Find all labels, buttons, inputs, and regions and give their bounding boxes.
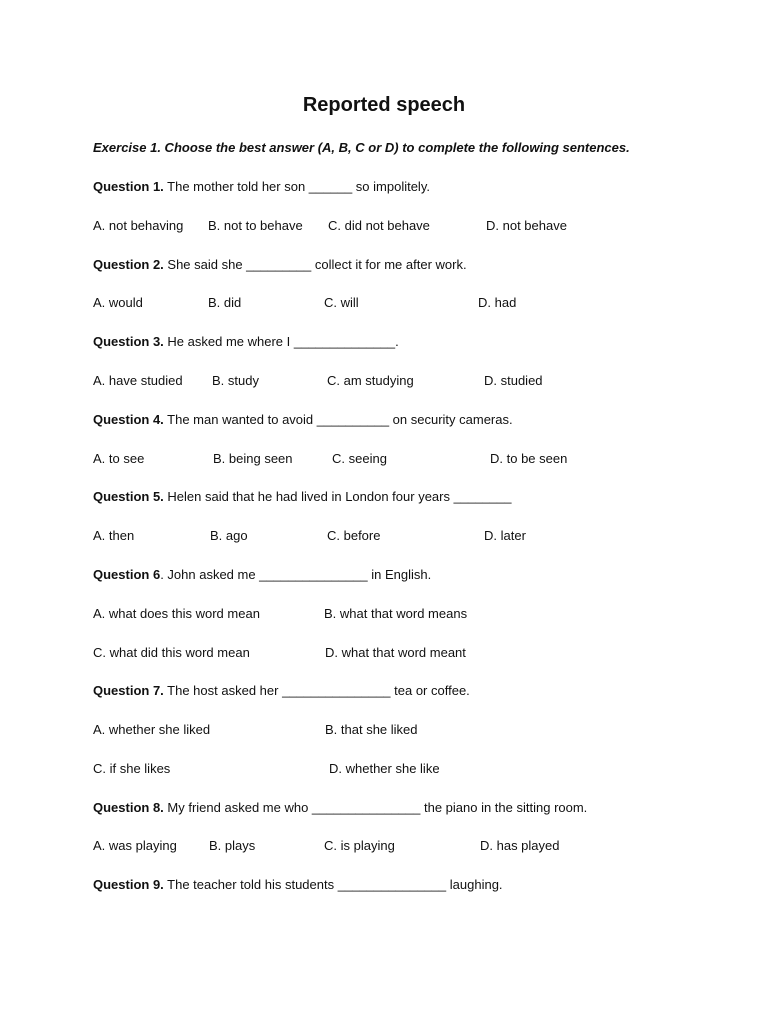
question-7-option-b: B. that she liked	[325, 722, 418, 737]
question-label: Question 2.	[93, 257, 164, 272]
question-4-option-d: D. to be seen	[490, 451, 568, 466]
question-3-option-d: D. studied	[484, 373, 543, 388]
question-9	[93, 877, 503, 893]
question-6-option-c: C. what did this word mean	[93, 645, 250, 660]
question-1-option-b: B. not to behave	[208, 218, 303, 233]
question-5	[93, 489, 511, 505]
question-8-option-d: D. has played	[480, 838, 560, 853]
exercise-instruction: Exercise 1. Choose the best answer (A, B, C or D) to complete the following sentences.	[93, 140, 630, 155]
question-text: She said she _________ collect it for me after work.	[163, 257, 467, 272]
question-4-option-c: C. seeing	[332, 451, 387, 466]
question-text: . John asked me _______________ in English.	[160, 567, 432, 582]
question-1-option-d: D. not behave	[486, 218, 567, 233]
question-label: Question 7.	[93, 683, 164, 698]
question-3-option-b: B. study	[212, 373, 259, 388]
question-2-option-c: C. will	[324, 295, 359, 310]
question-label: Question 3.	[93, 334, 164, 349]
question-8-option-c: C. is playing	[324, 838, 395, 853]
question-4-option-a: A. to see	[93, 451, 145, 466]
question-7-option-c: C. if she likes	[93, 761, 171, 776]
question-5-option-c: C. before	[327, 528, 381, 543]
question-4	[93, 412, 513, 428]
question-7	[93, 683, 470, 699]
question-7-option-a: A. whether she liked	[93, 722, 211, 737]
question-7-option-d: D. whether she like	[329, 761, 440, 776]
question-label: Question 1.	[93, 179, 164, 194]
question-2-option-b: B. did	[208, 295, 242, 310]
question-2-option-d: D. had	[478, 295, 517, 310]
question-3-option-a: A. have studied	[93, 373, 183, 388]
question-1	[93, 179, 430, 195]
question-8-option-a: A. was playing	[93, 838, 177, 853]
question-text: He asked me where I ______________.	[163, 334, 399, 349]
question-label: Question 4.	[93, 412, 164, 427]
question-text: The mother told her son ______ so impolitely.	[163, 179, 430, 194]
question-text: My friend asked me who _______________ the piano in the sitting room.	[163, 800, 588, 815]
question-6-option-a: A. what does this word mean	[93, 606, 260, 621]
question-text: The teacher told his students _______________ laughing.	[163, 877, 503, 892]
question-text: The host asked her _______________ tea or coffee.	[163, 683, 470, 698]
question-3	[93, 334, 399, 350]
question-1-option-a: A. not behaving	[93, 218, 184, 233]
question-6	[93, 567, 431, 583]
question-text: Helen said that he had lived in London four years ________	[163, 489, 512, 504]
question-2-option-a: A. would	[93, 295, 143, 310]
question-6-option-d: D. what that word meant	[325, 645, 466, 660]
question-label: Question 9.	[93, 877, 164, 892]
question-label: Question 6	[93, 567, 161, 582]
question-8-option-b: B. plays	[209, 838, 256, 853]
question-3-option-c: C. am studying	[327, 373, 414, 388]
question-8	[93, 800, 587, 816]
question-label: Question 8.	[93, 800, 164, 815]
question-text: The man wanted to avoid __________ on security cameras.	[163, 412, 513, 427]
question-2	[93, 257, 467, 273]
question-label: Question 5.	[93, 489, 164, 504]
question-6-option-b: B. what that word means	[324, 606, 468, 621]
question-5-option-a: A. then	[93, 528, 135, 543]
page-title: Reported speech	[302, 94, 466, 116]
question-5-option-b: B. ago	[210, 528, 248, 543]
question-1-option-c: C. did not behave	[328, 218, 430, 233]
question-4-option-b: B. being seen	[213, 451, 293, 466]
question-5-option-d: D. later	[484, 528, 526, 543]
